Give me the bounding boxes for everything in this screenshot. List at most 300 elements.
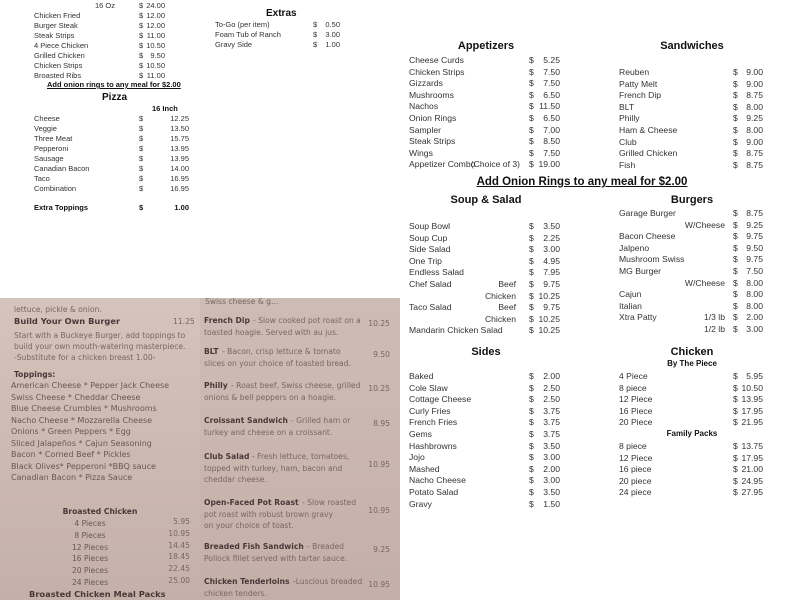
topping-line: American Cheese * Pepper Jack Cheese	[11, 381, 170, 390]
item-price: 8.00	[746, 277, 763, 288]
item-price: 11.00	[146, 31, 165, 40]
currency-sign: $	[529, 382, 534, 393]
item-name: Pepperoni	[34, 144, 69, 153]
item-price: 3.75	[543, 417, 560, 428]
item-option: Beef	[498, 302, 516, 313]
currency-sign: $	[313, 40, 318, 49]
item-price: 1.50	[543, 498, 560, 509]
menu-item-price: 9.25	[373, 545, 390, 554]
menu-item-price: 10.95	[368, 580, 390, 589]
currency-sign: $	[529, 232, 534, 243]
item-name: Grilled Chicken	[619, 148, 678, 159]
currency-sign: $	[733, 78, 738, 89]
currency-sign: $	[529, 429, 534, 439]
currency-sign: $	[529, 463, 534, 474]
item-price: 2.50	[543, 382, 560, 393]
item-name: French Fries	[409, 417, 458, 428]
currency-sign: $	[139, 174, 144, 183]
item-option: 1/2 lb	[703, 324, 725, 334]
currency-sign: $	[139, 31, 144, 40]
item-price: 3.00	[325, 30, 340, 39]
currency-sign: $	[733, 101, 738, 112]
item-price: 13.50	[170, 124, 189, 133]
item-name: Jalpeno	[619, 242, 650, 253]
broasted-chicken-title: Broasted Chicken	[62, 507, 138, 516]
item-price: 27.95	[741, 487, 763, 498]
item-price: 8.50	[543, 136, 560, 147]
item-price: 9.50	[150, 51, 165, 60]
item-price: 7.95	[543, 267, 560, 278]
item-name: Soup Cup	[409, 232, 448, 243]
item-name: Gizzards	[409, 78, 443, 89]
item-price: 21.00	[741, 464, 763, 475]
item-name: 24 piece	[619, 487, 652, 498]
item-price: 2.50	[543, 394, 560, 405]
item-name: Grilled Chicken	[34, 51, 85, 60]
topping-line: Sliced Jalapeños * Cajun Seasoning	[11, 438, 152, 448]
currency-sign: $	[733, 266, 738, 276]
menu-item-name: Croissant Sandwich	[204, 416, 288, 425]
currency-sign: $	[139, 124, 144, 133]
description-line: on your choice of toast.	[204, 521, 294, 530]
pizza-size: 16 Inch	[152, 104, 178, 113]
description-line: toasted hoagie. Served with au jus.	[204, 327, 339, 337]
currency-sign: $	[733, 242, 738, 253]
item-price: 6.50	[543, 89, 560, 100]
currency-sign: $	[733, 417, 738, 428]
topping-line: Onions * Green Peppers * Egg	[11, 427, 131, 436]
item-name: Canadian Bacon	[34, 164, 90, 173]
item-name: Veggie	[34, 124, 57, 133]
item-name: Cheese Curds	[409, 55, 464, 65]
item-price: 16.95	[170, 184, 189, 193]
item-name: Italian	[619, 300, 642, 311]
item-price: 24.00	[146, 1, 165, 10]
description-line: lettuce, pickle & onion.	[14, 305, 102, 314]
currency-sign: $	[139, 51, 144, 60]
item-price: 10.25	[538, 313, 560, 324]
description-line: Start with a Buckeye Burger, add toppings to	[14, 331, 186, 340]
item-price: 10.25	[538, 325, 560, 336]
description-line: - Fresh lettuce, tomatoes,	[252, 452, 350, 461]
item-name: One Trip	[409, 255, 442, 266]
item-price: 17.95	[741, 452, 763, 463]
item-name: MG Burger	[619, 266, 662, 276]
item-price: 9.25	[746, 113, 763, 124]
item-name: Hashbrowns	[409, 440, 457, 451]
menu-item-name: French Dip	[204, 316, 250, 325]
item-price: 5.95	[746, 371, 763, 381]
currency-sign: $	[139, 114, 144, 123]
item-name: 8 piece	[619, 382, 647, 393]
item-name: Sausage	[34, 154, 64, 163]
onion-rings-banner: Add Onion Rings to any meal for $2.00	[476, 176, 688, 188]
currency-sign: $	[733, 136, 738, 147]
item-name: Mushrooms	[409, 89, 454, 100]
currency-sign: $	[529, 221, 534, 231]
item-price: 13.95	[741, 394, 763, 405]
description-line: - Grilled ham or	[291, 416, 351, 425]
currency-sign: $	[529, 78, 534, 89]
item-name: Jojo	[409, 452, 425, 463]
item-price: 8.75	[746, 208, 763, 218]
description-line: Pollock fillet served with tartar sauce.	[204, 553, 348, 563]
currency-sign: $	[733, 90, 738, 101]
family-packs-label: Family Packs	[666, 429, 718, 438]
item-price: 3.00	[543, 475, 560, 486]
currency-sign: $	[529, 302, 534, 313]
menu-item-name: Club Salad	[204, 452, 250, 461]
item-price: 17.95	[741, 405, 763, 416]
currency-sign: $	[139, 1, 144, 10]
currency-sign: $	[733, 312, 738, 323]
description-line: onions & bell peppers on a hoagie.	[204, 392, 337, 402]
item-price: 9.00	[746, 136, 763, 147]
item-name: French Dip	[619, 90, 662, 101]
menu-item-name: Philly	[204, 381, 228, 390]
item-price: 10.50	[146, 61, 165, 70]
currency-sign: $	[139, 21, 144, 30]
currency-sign: $	[529, 55, 534, 65]
item-price: 7.50	[746, 266, 763, 276]
description-line: -Luscious breaded	[293, 577, 363, 586]
currency-sign: $	[529, 475, 534, 486]
burgers-title: Burgers	[670, 194, 714, 206]
currency-sign: $	[733, 67, 738, 77]
item-price: 4.95	[543, 255, 560, 266]
item-name: Nachos	[409, 101, 439, 112]
item-name: Mandarin Chicken Salad	[409, 325, 503, 336]
item-name: Potato Salad	[409, 487, 459, 497]
currency-sign: $	[529, 452, 534, 463]
broasted-item-name: 16 Pieces	[71, 554, 109, 564]
pizza-title: Pizza	[102, 92, 128, 103]
currency-sign: $	[139, 134, 144, 143]
currency-sign: $	[529, 66, 534, 77]
item-price: 10.50	[741, 382, 763, 393]
description-line: - Slow cooked pot roast on a	[253, 316, 361, 325]
item-option: Chicken	[484, 290, 516, 301]
description-line: chicken tenders.	[204, 588, 267, 598]
onion-rings-note: Add onion rings to any meal for $2.00	[47, 80, 181, 89]
currency-sign: $	[529, 371, 534, 381]
item-name: Side Salad	[409, 244, 451, 255]
currency-sign: $	[733, 125, 738, 135]
item-name: Cole Slaw	[409, 382, 448, 393]
sandwiches-title: Sandwiches	[660, 40, 724, 52]
item-price: 13.75	[741, 441, 763, 451]
item-price: 6.50	[543, 113, 560, 123]
broasted-item-name: 4 Pieces	[74, 519, 106, 528]
menu-item-price: 10.95	[368, 506, 390, 515]
item-name: Steak Strips	[409, 136, 456, 147]
currency-sign: $	[529, 136, 534, 147]
size-label: 16 Oz	[95, 1, 116, 10]
item-option: W/Cheese	[684, 219, 725, 230]
byo-burger-price: 11.25	[173, 317, 195, 326]
description-line: turkey and cheese on a croissant.	[204, 427, 333, 437]
menu-item-price: 10.95	[368, 460, 390, 469]
item-name: Curly Fries	[409, 405, 451, 416]
menu-item-name: Breaded Fish Sandwich	[204, 542, 304, 551]
item-price: 3.00	[543, 244, 560, 255]
item-name: 4 Piece	[619, 371, 648, 381]
currency-sign: $	[733, 464, 738, 475]
menu-item-name: BLT	[204, 347, 219, 356]
item-price: 7.50	[543, 147, 560, 158]
item-price: 8.75	[746, 159, 763, 170]
broasted-item-name: 20 Pieces	[71, 566, 109, 576]
currency-sign: $	[733, 148, 738, 159]
currency-sign: $	[529, 325, 534, 336]
item-name: Gems	[409, 429, 432, 439]
item-price: 13.95	[170, 144, 189, 153]
item-price: 8.00	[746, 289, 763, 300]
topping-line: Canadian Bacon * Pizza Sauce	[11, 473, 133, 482]
item-name: Garage Burger	[619, 208, 676, 218]
currency-sign: $	[529, 417, 534, 428]
item-price: 3.50	[543, 221, 560, 231]
currency-sign: $	[529, 124, 534, 135]
menu-item-price: 9.50	[373, 350, 390, 359]
item-name: Fish	[619, 159, 636, 170]
item-name: Ham & Cheese	[619, 125, 678, 135]
item-name: Nacho Cheese	[409, 475, 466, 486]
currency-sign: $	[529, 267, 534, 278]
item-price: 3.50	[543, 440, 560, 451]
item-price: 12.25	[170, 114, 189, 123]
toppings-title: Toppings:	[14, 370, 56, 379]
description-line: Swiss cheese & g...	[205, 297, 279, 306]
byo-burger-title: Build Your Own Burger	[14, 316, 121, 326]
item-option: (Choice of 3)	[470, 159, 520, 170]
item-price: 3.75	[543, 429, 560, 439]
menu-item-name: Open-Faced Pot Roast	[204, 498, 299, 507]
item-name: Bacon Cheese	[619, 231, 676, 242]
item-name: Chicken Strips	[34, 61, 83, 70]
topping-line: Bacon * Corned Beef * Pickles	[11, 450, 131, 459]
item-name: 20 piece	[619, 475, 652, 486]
broasted-item-price: 22.45	[168, 564, 190, 574]
item-price: 7.50	[543, 78, 560, 89]
item-price: 9.75	[746, 231, 763, 242]
item-option: Chicken	[484, 313, 516, 324]
menu-item-name: Chicken Tenderloins	[204, 577, 290, 586]
by-the-piece-label: By The Piece	[667, 359, 717, 368]
currency-sign: $	[529, 244, 534, 255]
item-price: 3.00	[543, 452, 560, 463]
item-name: Wings	[409, 147, 433, 158]
broasted-item-price: 18.45	[168, 552, 190, 562]
item-price: 9.50	[746, 242, 763, 253]
item-name: 12 Piece	[619, 394, 653, 405]
currency-sign: $	[529, 498, 534, 509]
currency-sign: $	[529, 101, 534, 112]
broasted-item-price: 25.00	[168, 576, 190, 585]
currency-sign: $	[529, 159, 534, 170]
item-name: Chef Salad	[409, 279, 452, 289]
currency-sign: $	[139, 61, 144, 70]
currency-sign: $	[529, 290, 534, 301]
description-line: - Bacon, crisp lettuce & tomato	[222, 347, 341, 356]
currency-sign: $	[733, 452, 738, 463]
item-price: 14.00	[170, 164, 189, 173]
item-name: Mushroom Swiss	[619, 254, 685, 265]
item-name: Gravy Side	[215, 40, 253, 49]
currency-sign: $	[529, 487, 534, 497]
currency-sign: $	[313, 20, 318, 29]
currency-sign: $	[529, 89, 534, 100]
description-line: -Substitute for a chicken breast 1.00-	[14, 353, 156, 362]
item-name: 4 Piece Chicken	[34, 41, 89, 50]
item-name: Endless Salad	[409, 267, 464, 278]
item-name: Chicken Fried	[34, 11, 81, 20]
item-price: 19.00	[538, 159, 560, 170]
topping-line: Black Olives* Pepperoni *BBQ sauce	[11, 461, 156, 471]
item-name: Burger Steak	[34, 21, 78, 30]
extra-toppings-label: Extra Toppings	[34, 203, 89, 212]
topping-line: Nacho Cheese * Mozzarella Cheese	[11, 415, 153, 425]
item-price: 15.75	[170, 134, 189, 143]
item-price: 3.75	[543, 405, 560, 416]
item-price: 8.75	[746, 90, 763, 101]
item-name: 8 piece	[619, 441, 647, 451]
currency-sign: $	[529, 279, 534, 289]
broasted-item-name: 12 Pieces	[71, 542, 109, 552]
menu-item-price: 10.25	[368, 319, 390, 328]
item-price: 9.00	[746, 78, 763, 89]
menu-item-price: 10.25	[368, 384, 390, 393]
item-name: Baked	[409, 371, 434, 381]
item-price: 9.75	[543, 302, 560, 313]
currency-sign: $	[733, 289, 738, 300]
item-price: 12.00	[146, 21, 165, 30]
topping-line: Swiss Cheese * Cheddar Cheese	[11, 392, 141, 402]
currency-sign: $	[529, 313, 534, 324]
description-line: - Roast beef, Swiss cheese, grilled	[231, 381, 361, 390]
currency-sign: $	[733, 208, 738, 218]
description-line: pot roast with robust brown gravy	[204, 509, 334, 519]
currency-sign: $	[313, 30, 318, 39]
currency-sign: $	[733, 475, 738, 486]
item-price: 10.50	[146, 41, 165, 50]
item-name: 12 Piece	[619, 452, 653, 463]
currency-sign: $	[733, 324, 738, 334]
description-line: cheddar cheese.	[204, 475, 267, 484]
currency-sign: $	[733, 441, 738, 451]
item-name: Gravy	[409, 498, 432, 509]
meal-packs-title: Broasted Chicken Meal Packs	[29, 589, 166, 599]
item-price: 11.00	[146, 71, 165, 80]
item-price: 3.00	[746, 324, 763, 334]
item-price: 8.00	[746, 125, 763, 135]
currency-sign: $	[733, 394, 738, 405]
currency-sign: $	[139, 41, 144, 50]
item-name: BLT	[619, 101, 635, 112]
item-name: Cheese	[34, 114, 60, 123]
item-price: 10.25	[538, 290, 560, 301]
currency-sign: $	[529, 255, 534, 266]
broasted-item-price: 14.45	[168, 540, 190, 550]
currency-sign: $	[733, 382, 738, 393]
broasted-item-name: 8 Pieces	[74, 530, 106, 540]
item-price: 2.00	[543, 463, 560, 474]
currency-sign: $	[139, 184, 144, 193]
item-name: Onion Rings	[409, 113, 457, 123]
currency-sign: $	[733, 113, 738, 124]
broasted-item-price: 10.95	[168, 528, 190, 538]
currency-sign: $	[529, 405, 534, 416]
item-price: 9.75	[543, 279, 560, 289]
item-name: Appetizer Combo	[409, 159, 476, 170]
extra-toppings-price: 1.00	[174, 203, 189, 212]
item-name: Taco	[34, 174, 50, 183]
item-price: 9.75	[746, 254, 763, 265]
item-price: 11.50	[539, 101, 560, 112]
item-name: Foam Tub of Ranch	[215, 30, 281, 39]
item-name: Mashed	[409, 463, 440, 474]
item-price: 9.25	[746, 219, 763, 230]
item-price: 12.00	[146, 11, 165, 20]
topping-line: Blue Cheese Crumbles * Mushrooms	[11, 404, 157, 413]
broasted-item-name: 24 Pieces	[71, 578, 109, 587]
sides-title: Sides	[471, 346, 501, 358]
item-name: 20 Piece	[619, 417, 653, 428]
item-price: 7.00	[543, 124, 560, 135]
currency-sign: $	[139, 11, 144, 20]
item-price: 13.95	[170, 154, 189, 163]
currency-sign: $	[139, 144, 144, 153]
item-price: 3.50	[543, 487, 560, 497]
item-name: Club	[619, 136, 637, 147]
item-option: 1/3 lb	[703, 312, 725, 323]
currency-sign: $	[733, 231, 738, 242]
item-name: Xtra Patty	[619, 312, 657, 323]
item-name: Broasted Ribs	[34, 71, 82, 80]
item-price: 1.00	[325, 40, 340, 49]
item-price: 21.95	[741, 417, 763, 428]
item-price: 2.25	[543, 232, 560, 243]
item-price: 2.00	[746, 312, 763, 323]
item-name: Cajun	[619, 289, 642, 300]
item-price: 5.25	[543, 55, 560, 65]
chicken-title: Chicken	[670, 346, 714, 358]
currency-sign: $	[529, 440, 534, 451]
item-price: 8.00	[746, 101, 763, 112]
currency-sign: $	[139, 203, 144, 212]
description-line: - Breaded	[307, 542, 344, 551]
currency-sign: $	[139, 164, 144, 173]
currency-sign: $	[733, 254, 738, 265]
description-line: - Slow roasted	[302, 498, 357, 507]
currency-sign: $	[733, 487, 738, 498]
item-name: Steak Strips	[34, 31, 75, 40]
currency-sign: $	[733, 405, 738, 416]
currency-sign: $	[733, 371, 738, 381]
currency-sign: $	[733, 219, 738, 230]
currency-sign: $	[529, 394, 534, 405]
menu-item-price: 8.95	[373, 419, 390, 428]
item-name: Philly	[619, 113, 640, 124]
description-line: topped with turkey, ham, bacon and	[204, 463, 343, 473]
currency-sign: $	[139, 71, 144, 80]
currency-sign: $	[529, 113, 534, 123]
item-price: 8.75	[746, 148, 763, 159]
currency-sign: $	[529, 147, 534, 158]
item-option: Beef	[498, 279, 516, 289]
item-price: 9.00	[746, 67, 763, 77]
item-price: 24.95	[741, 475, 763, 486]
